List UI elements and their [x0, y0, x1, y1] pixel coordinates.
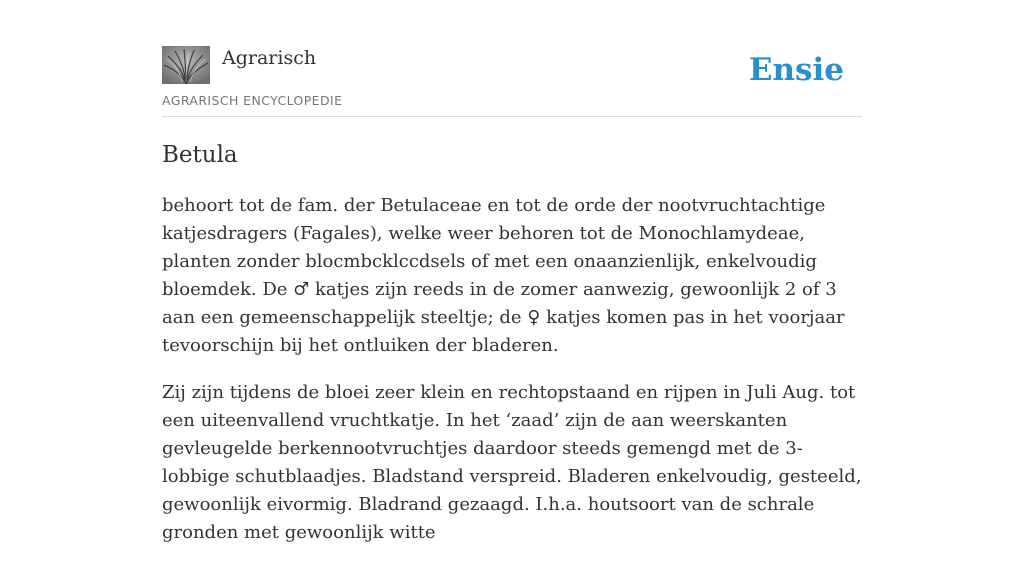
article-paragraph: behoort tot de fam. der Betulaceae en tot de orde der nootvruchtachtige katjesdragers (Fagales), welke weer behoren tot de Monochlamydeae, planten zonder blocmbcklccdsels of met een onaanzienlijk, enkelvoudig bloemdek. De ♂ katjes zijn reeds in de zomer aanwezig, gewoonlijk 2 of 3 aan een gemeenschappelijk steeltje; de ♀ katjes komen pas in het voorjaar tevoorschijn bij het ontluiken der bladeren.: [162, 195, 845, 356]
page-title: Betula: [162, 142, 238, 168]
wheat-grass-icon[interactable]: [162, 46, 210, 84]
brand-logo-link[interactable]: Ensie: [748, 52, 844, 88]
article-paragraph: Zij zijn tijdens de bloei zeer klein en rechtopstaand en rijpen in Juli Aug. tot een uiteenvallend vruchtkatje. In het ‘zaad’ zijn de aan weerskanten gevleugelde berkennootvruchtjes daardoor steeds gemengd met de 3-lobbige schutblaadjes. Bladstand verspreid. Bladeren enkelvoudig, gesteeld, gewoonlijk eivormig. Bladrand gezaagd. I.h.a. houtsoort van de schrale gronden met gewoonlijk witte: [162, 382, 862, 543]
site-name-link[interactable]: Agrarisch: [222, 47, 317, 69]
site-header: [162, 46, 862, 117]
site-subtitle: AGRARISCH ENCYCLOPEDIE: [162, 93, 343, 108]
article-body: [162, 192, 862, 566]
